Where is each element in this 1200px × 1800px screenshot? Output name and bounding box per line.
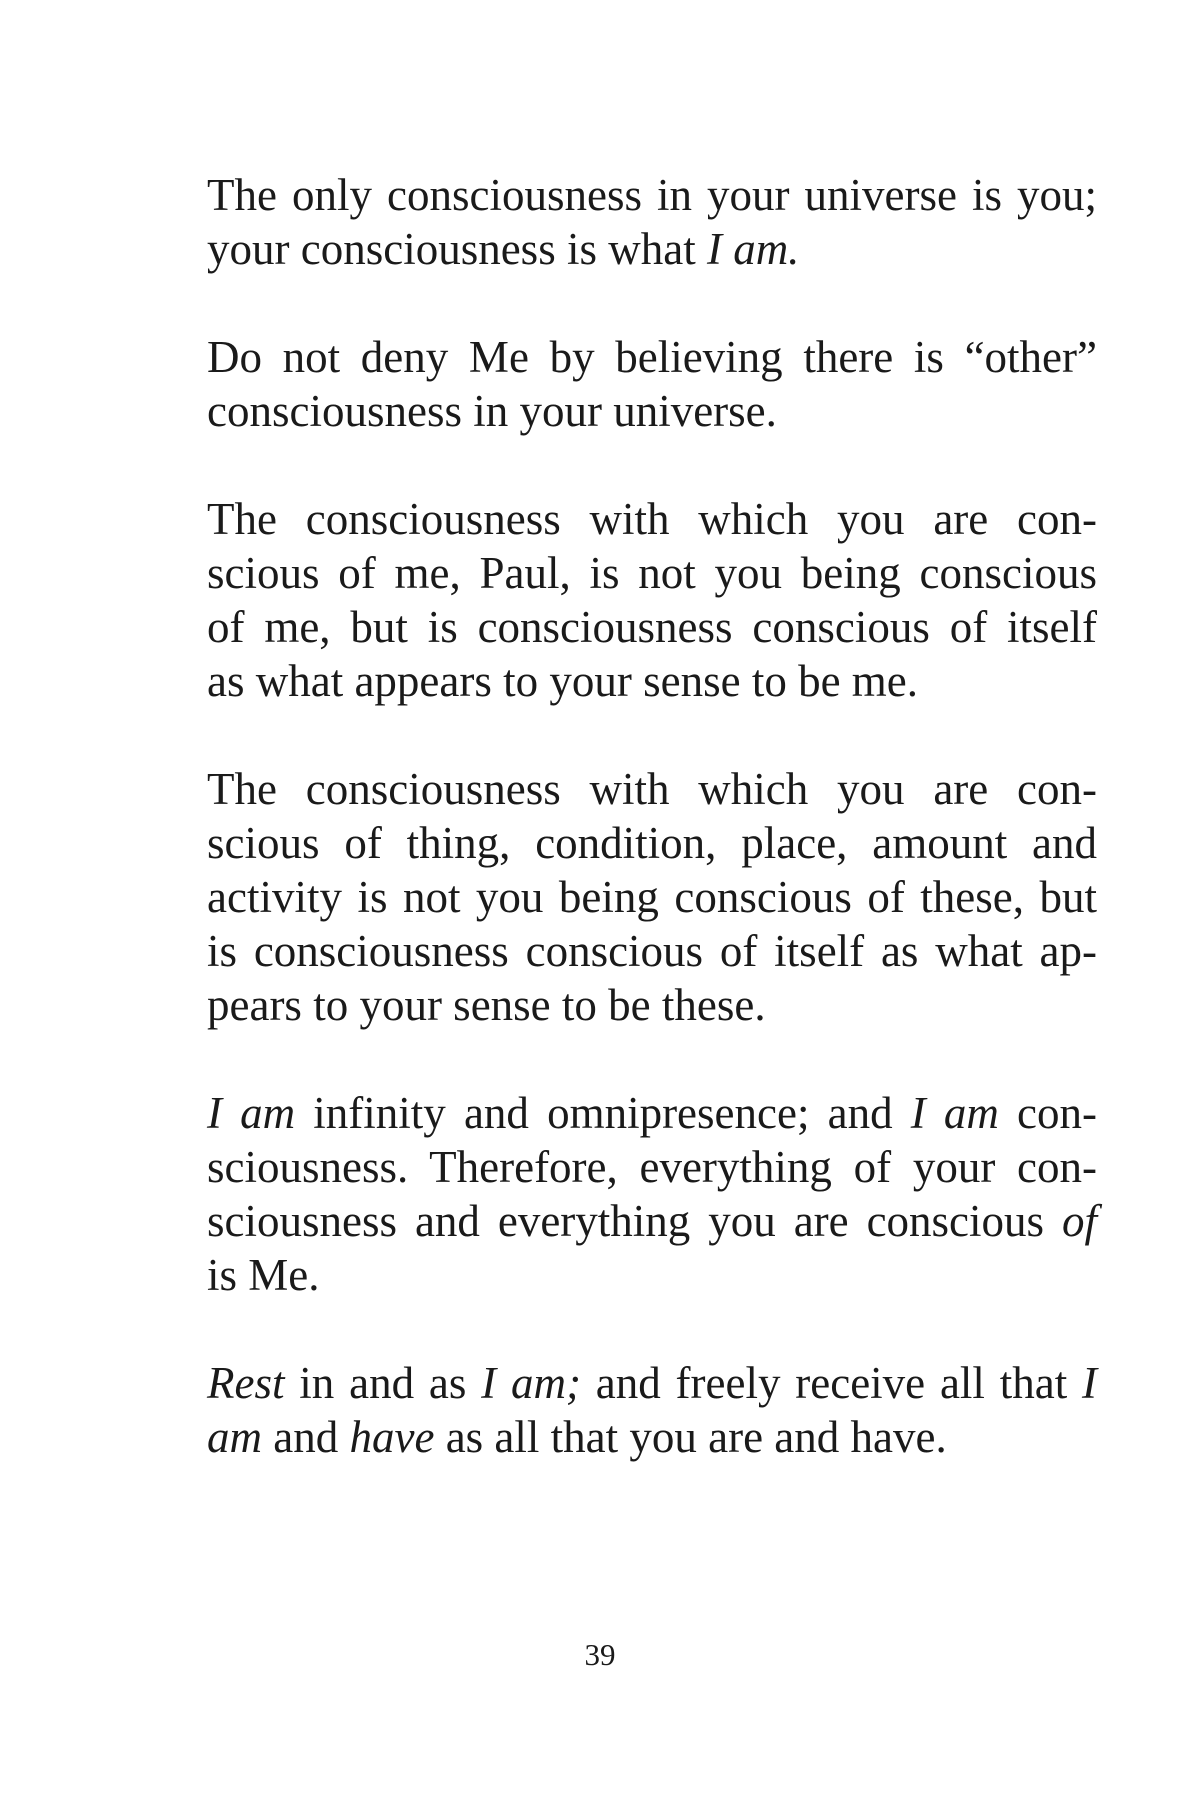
text-line <box>207 654 1097 708</box>
text-line <box>207 546 1097 600</box>
text-line <box>207 978 1097 1032</box>
text-run: in and as <box>284 1358 482 1408</box>
text-run: as all that you are and have. <box>434 1412 947 1462</box>
paragraph <box>207 762 1097 1032</box>
paragraph <box>207 330 1097 438</box>
italic-text: I am <box>910 1088 999 1138</box>
text-line <box>207 870 1097 924</box>
paragraph <box>207 492 1097 708</box>
page-number: 39 <box>584 1637 616 1672</box>
text-run: pears to your sense to be these. <box>207 980 766 1030</box>
text-run: as what appears to your sense to be me. <box>207 656 919 706</box>
text-run: infinity and omnipresence; and <box>295 1088 911 1138</box>
text-line <box>207 222 1097 276</box>
text-line <box>207 492 1097 546</box>
text-run: con- <box>998 1088 1098 1138</box>
paragraph <box>207 168 1097 276</box>
italic-text: I am <box>207 1088 296 1138</box>
text-line <box>207 600 1097 654</box>
text-line <box>207 330 1097 384</box>
italic-text: have <box>349 1412 435 1462</box>
italic-text: I am. <box>706 224 800 274</box>
text-line <box>207 1410 1097 1464</box>
italic-text: am <box>207 1412 262 1462</box>
text-run: scious of me, Paul, is not you being conscious <box>207 548 1097 598</box>
text-run: sciousness. Therefore, everything of your con- <box>207 1142 1097 1192</box>
paragraph <box>207 1086 1097 1302</box>
text-run: Do not deny Me by believing there is “other” <box>207 332 1097 382</box>
text-run: consciousness in your universe. <box>207 386 777 436</box>
text-run: and freely receive all that <box>580 1358 1083 1408</box>
italic-text: I <box>1082 1358 1098 1408</box>
text-line <box>207 384 1097 438</box>
text-run: and <box>262 1412 350 1462</box>
body-text <box>207 168 1097 1464</box>
text-line <box>207 168 1097 222</box>
text-run: is consciousness conscious of itself as what ap- <box>207 926 1097 976</box>
text-line <box>207 1248 1097 1302</box>
text-line <box>207 816 1097 870</box>
text-run: activity is not you being conscious of these, but <box>207 872 1097 922</box>
text-line <box>207 1194 1097 1248</box>
text-line <box>207 1086 1097 1140</box>
text-run: The consciousness with which you are con- <box>207 764 1097 814</box>
text-line <box>207 1140 1097 1194</box>
text-line <box>207 924 1097 978</box>
text-run: is Me. <box>207 1250 320 1300</box>
text-run: of me, but is consciousness conscious of itself <box>207 602 1097 652</box>
italic-text: I am; <box>481 1358 581 1408</box>
italic-text: of <box>1061 1196 1097 1246</box>
text-line <box>207 762 1097 816</box>
text-run: The only consciousness in your universe is you; <box>207 170 1097 220</box>
italic-text: Rest <box>207 1358 285 1408</box>
text-run: your consciousness is what <box>207 224 707 274</box>
text-run: scious of thing, condition, place, amount and <box>207 818 1097 868</box>
paragraph <box>207 1356 1097 1464</box>
text-run: The consciousness with which you are con- <box>207 494 1097 544</box>
text-line <box>207 1356 1097 1410</box>
text-run: sciousness and everything you are conscious <box>207 1196 1062 1246</box>
